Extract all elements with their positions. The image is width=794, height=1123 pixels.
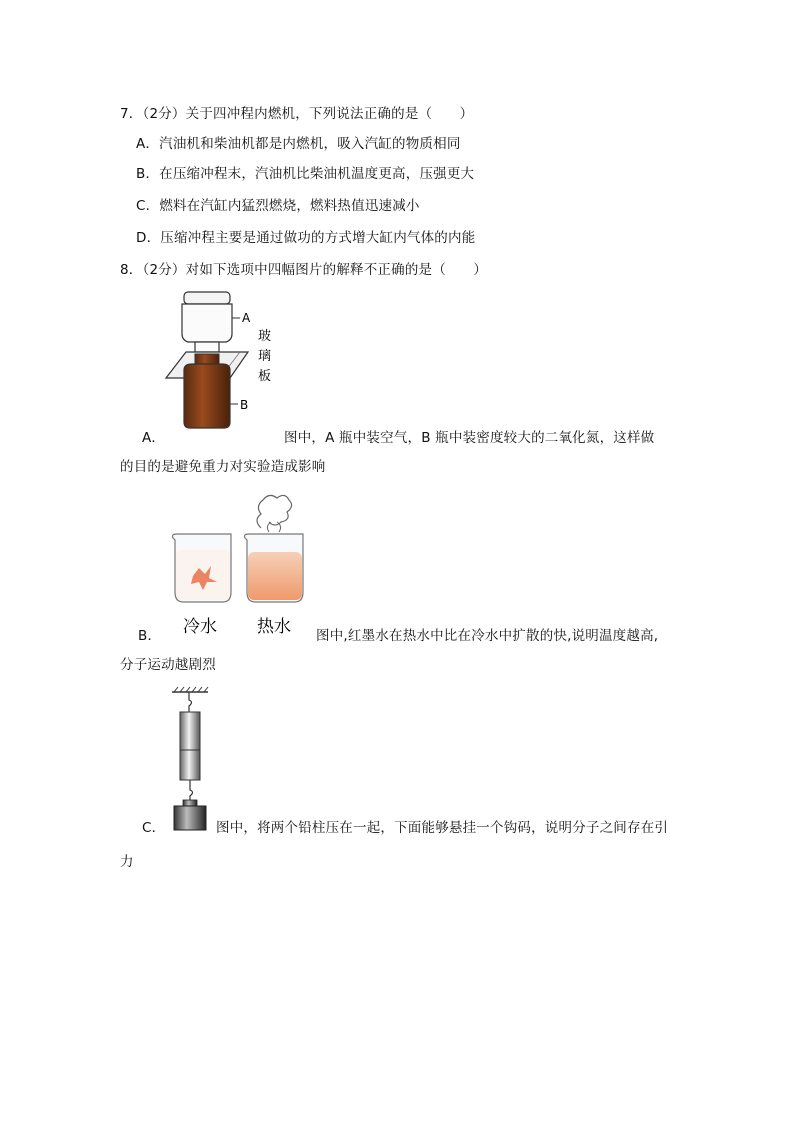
label-plate-1: 玻 (258, 329, 272, 344)
label-cold-water: 冷水 (183, 617, 217, 637)
question-7-option-c: C．燃料在汽缸内猛烈燃烧，燃料热值迅速减小 (136, 198, 420, 214)
label-a: A (242, 311, 251, 325)
label-b: B (240, 398, 249, 412)
question-8-option-c-continuation: 力 (120, 854, 134, 870)
question-8-option-a-text: 图中，A 瓶中装空气，B 瓶中装密度较大的二氧化氮，这样做 (284, 430, 655, 446)
question-7-option-a: A．汽油机和柴油机都是内燃机，吸入汽缸的物质相同 (136, 136, 461, 152)
question-7-option-d: D．压缩冲程主要是通过做功的方式增大缸内气体的内能 (136, 230, 476, 246)
label-plate-3: 板 (258, 369, 272, 384)
question-8-stem: 8．（2分）对如下选项中四幅图片的解释不正确的是（ ） (120, 262, 488, 278)
question-8-option-b-continuation: 分子运动越剧烈 (120, 657, 216, 673)
label-hot-water: 热水 (257, 617, 291, 637)
lead-cylinders-figure (170, 686, 210, 832)
label-plate-2: 璃 (258, 349, 272, 364)
question-8-option-c-text: 图中，将两个铅柱压在一起，下面能够悬挂一个钩码，说明分子之间存在引 (216, 820, 669, 836)
question-8-option-a-continuation: 的目的是避免重力对实验造成影响 (120, 459, 326, 475)
ink-diffusion-beakers-figure (165, 484, 315, 644)
question-8-option-c-letter: C． (142, 820, 166, 836)
gas-diffusion-bottles-figure (160, 288, 280, 433)
question-8-option-b-letter: B． (138, 628, 162, 644)
question-8-option-a-letter: A． (142, 430, 166, 446)
question-7-option-b: B．在压缩冲程末，汽油机比柴油机温度更高，压强更大 (136, 166, 475, 182)
question-8-option-b-text: 图中,红墨水在热水中比在冷水中扩散的快,说明温度越高, (316, 628, 659, 644)
question-7-stem: 7．（2分）关于四冲程内燃机，下列说法正确的是（ ） (120, 106, 474, 122)
